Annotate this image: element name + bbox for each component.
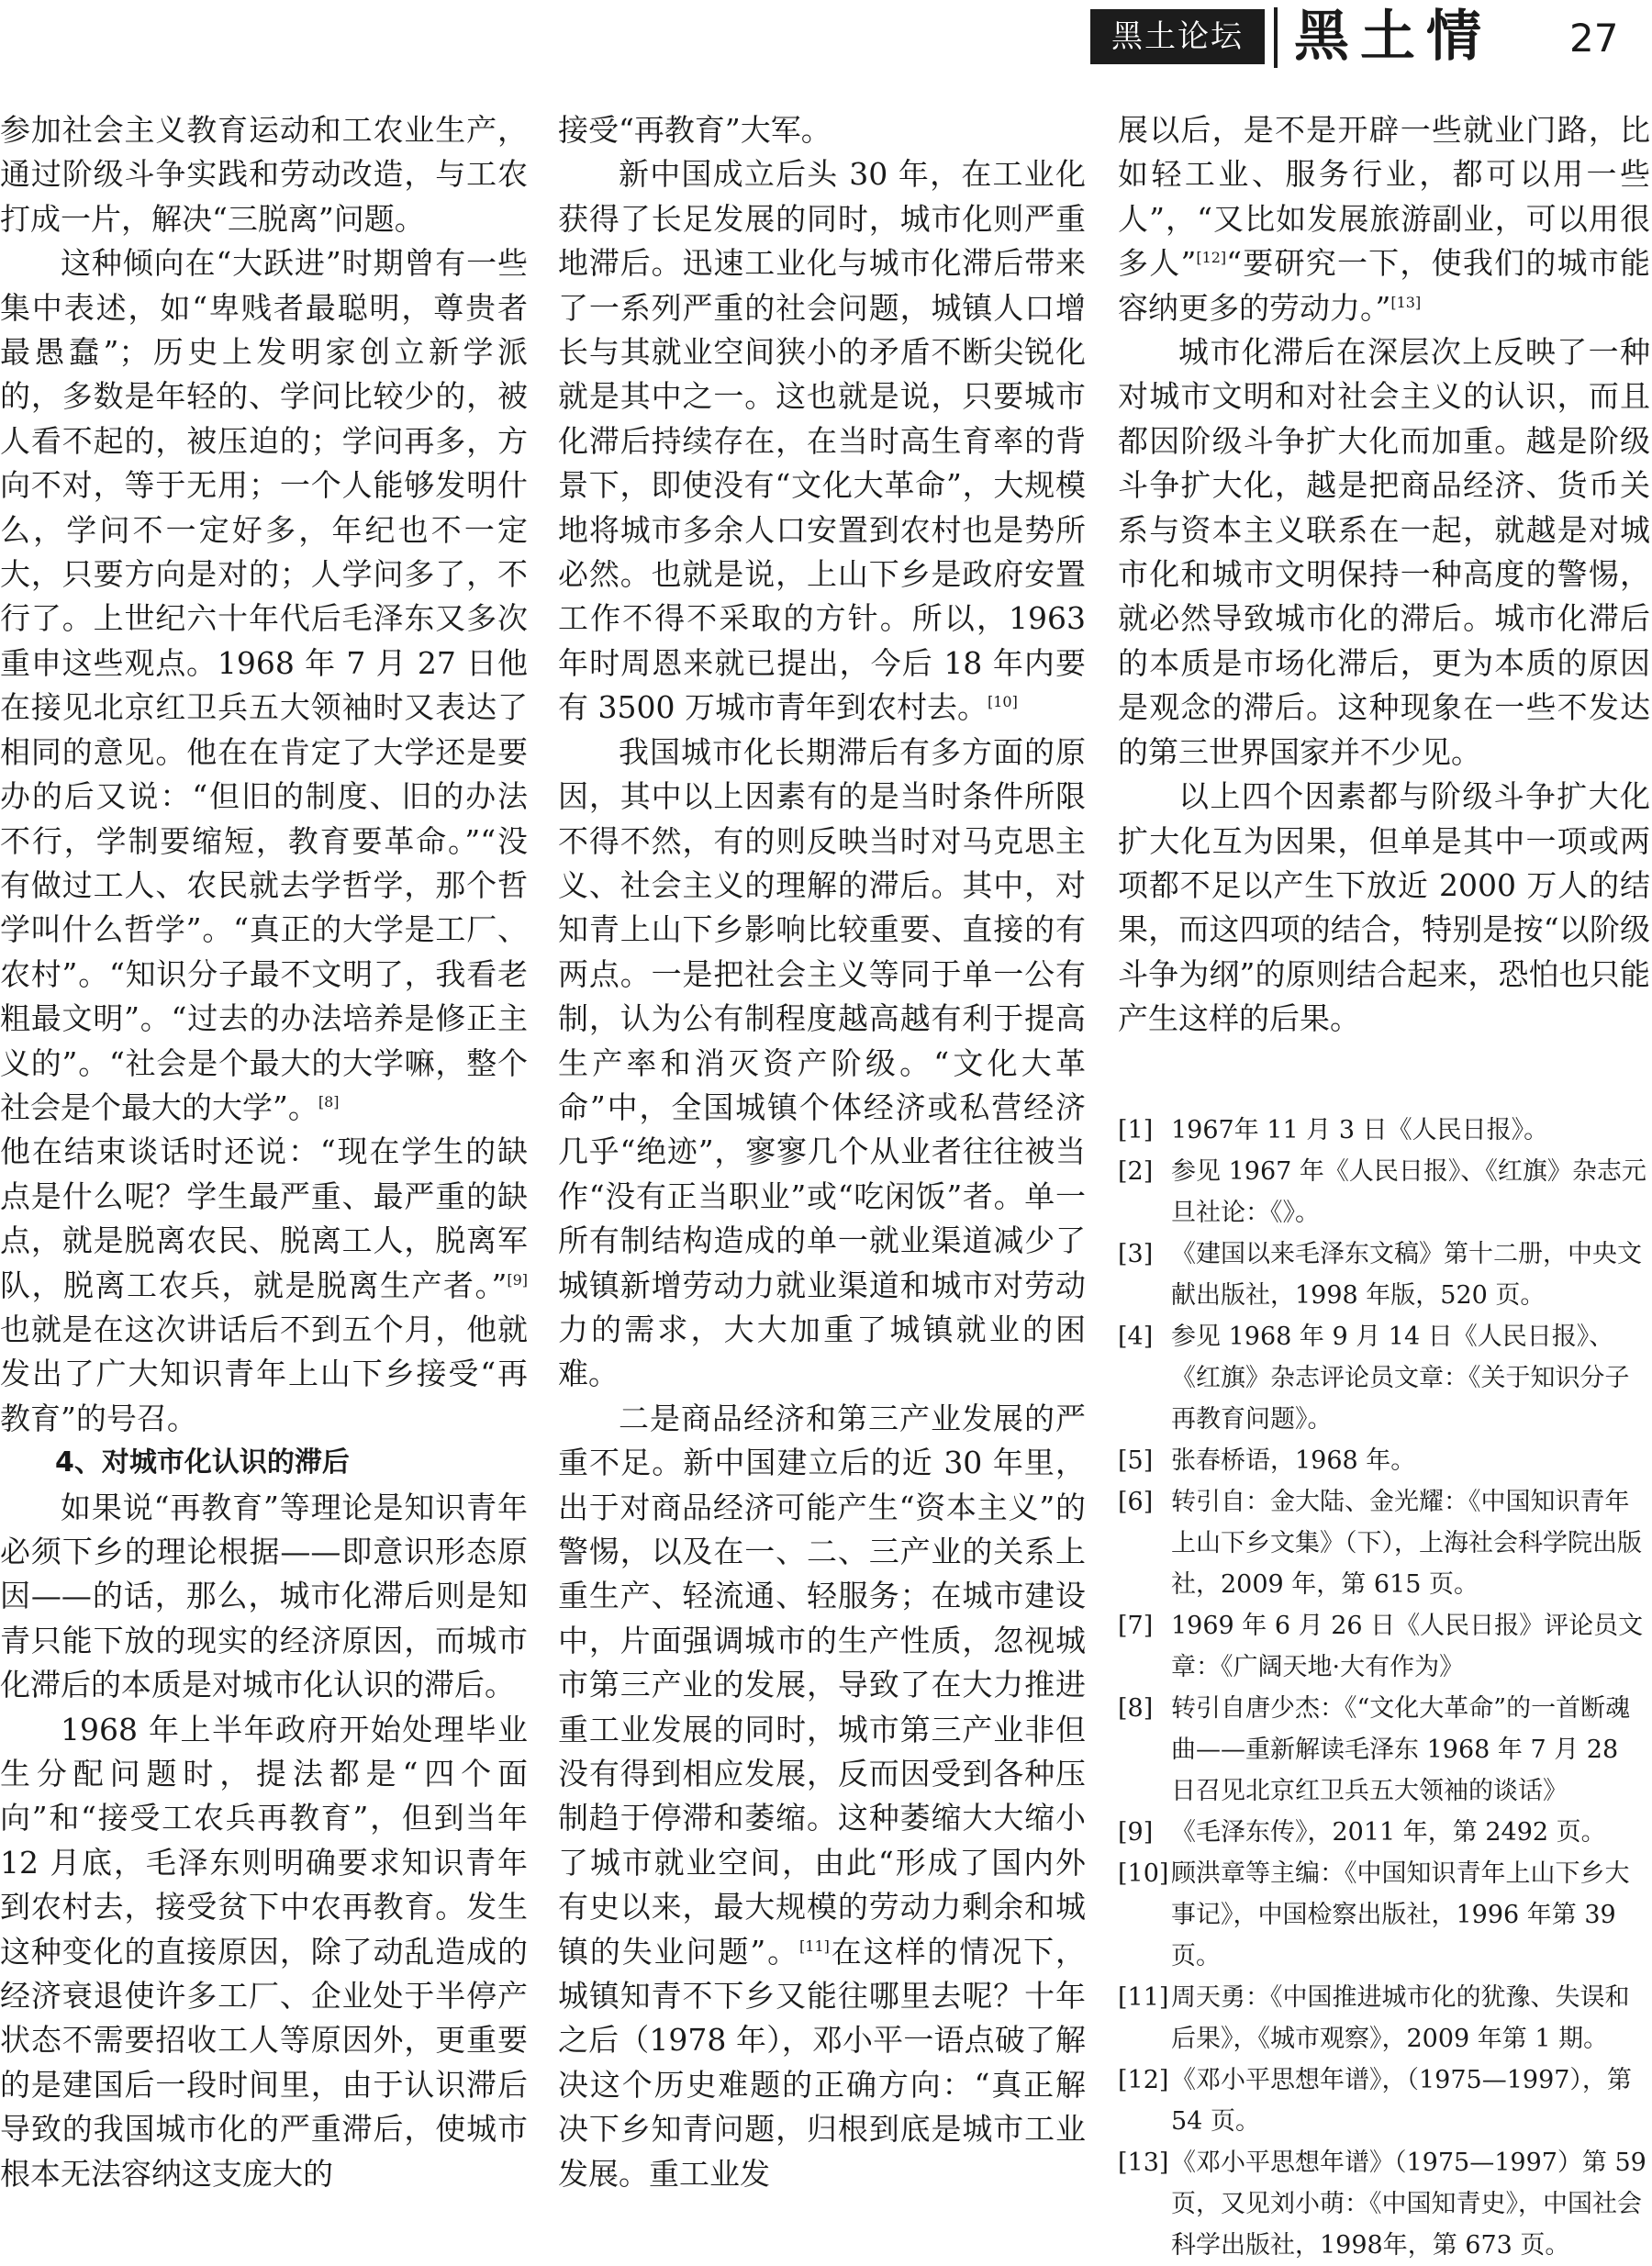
citation-mark: [8] — [318, 1092, 340, 1111]
reference-item: [1] 1967年 11 月 3 日《人民日报》。 — [1118, 1115, 1549, 1144]
section-heading: 4、对城市化认识的滞后 — [55, 1446, 350, 1479]
paragraph: 二是商品经济和第三产业发展的严重不足。新中国建立后的近 30 年里，出于对商品经济可能产生“资本主义”的警惕，以及在一、二、三产业的关系上重生产、轻流通、轻服务；在城市建设中，片面强调城市的生产性质，忽视城市第三产业的发展，导致了在大力推进重工业发展的同时，城市第三产业非但没有得到相应发展，反而因受到各种压制趋于停滞和萎缩。这种萎缩大大缩小了城市就业空间，由此“形成了国内外有史以来，最大规模的劳动力剩余和城镇的失业问题”。[11]在这样的情况下，城镇知青不下乡又能往哪里去呢？十年之后（1978 年），邓小平一语点破了解决这个历史难题的正确方向：“真正解决下乡知青问题，归根到底是城市工业发展。重工业发 — [558, 1400, 1086, 2192]
citation-mark: [9] — [507, 1270, 528, 1289]
reference-item: [5] 张春桥语，1968 年。 — [1118, 1446, 1416, 1475]
paragraph: 参加社会主义教育运动和工农业生产，通过阶级斗争实践和劳动改造，与工农打成一片，解决“三脱离”问题。 — [0, 112, 528, 237]
reference-item: [12] 《邓小平思想年谱》，（1975—1997），第 54 页。 — [1118, 2065, 1632, 2136]
page-header — [0, 0, 1652, 73]
paragraph: 1968 年上半年政府开始处理毕业生分配问题时，提法都是“四个面向”和“接受工农兵再教育”，但到当年 12 月底，毛泽东则明确要求知识青年到农村去，接受贫下中农再教育。发生这种变化的直接原因，除了动乱造成的经济衰退使许多工厂、企业处于半停产状态不需要招收工人等原因外，更重要的是建国后一段时间里，由于认识滞后导致的我国城市化的严重滞后，使城市根本无法容纳这支庞大的 — [0, 1711, 528, 2192]
reference-item: [3] 《建国以来毛泽东文稿》第十二册，中央文献出版社，1998 年版，520 页。 — [1118, 1239, 1642, 1310]
paragraph: 接受“再教育”大军。 — [558, 112, 832, 148]
reference-item: [10] 顾洪章等主编：《中国知识青年上山下乡大事记》，中国检察出版社，1996 年第 39 页。 — [1118, 1859, 1630, 1970]
reference-item: [13] 《邓小平思想年谱》（1975—1997）第 59 页，又见刘小萌：《中国知青史》，中国社会科学出版社，1998年，第 673 页。 — [1118, 2148, 1646, 2260]
paragraph: 他在结束谈话时还说：“现在学生的缺点是什么呢？学生最严重、最严重的缺点，就是脱离农民、脱离工人，脱离军队，脱离工农兵，就是脱离生产者。”[9]也就是在这次讲话后不到五个月，他就发出了广大知识青年上山下乡接受“再教育”的号召。 — [0, 1133, 528, 1436]
column-3 — [1118, 108, 1650, 2266]
column-2 — [558, 108, 1086, 2196]
references-list — [1118, 1110, 1650, 2266]
header-divider — [1274, 7, 1278, 68]
reference-item: [11] 周天勇：《中国推进城市化的犹豫、失误和后果》，《城市观察》，2009 年第 1 期。 — [1118, 1982, 1630, 2053]
reference-item: [4] 参见 1968 年 9 月 14 日《人民日报》、《红旗》杂志评论员文章：《关于知识分子再教育问题》。 — [1118, 1322, 1630, 1434]
page-number: 27 — [1569, 16, 1619, 61]
column-1 — [0, 108, 528, 2196]
paragraph: 以上四个因素都与阶级斗争扩大化扩大化互为因果，但单是其中一项或两项都不足以产生下放近 2000 万人的结果，而这四项的结合，特别是按“以阶级斗争为纲”的原则结合起来，恐怕也只能产生这样的后果。 — [1118, 778, 1650, 1037]
reference-item: [6] 转引自：金大陆、金光耀：《中国知识青年上山下乡文集》（下），上海社会科学院出版社，2009 年，第 615 页。 — [1118, 1487, 1642, 1599]
citation-mark: [13] — [1390, 293, 1422, 311]
magazine-brand: 黑土情 — [1294, 5, 1492, 69]
paragraph: 如果说“再教育”等理论是知识青年必须下乡的理论根据——即意识形态原因——的话，那么，城市化滞后则是知青只能下放的现实的经济原因，而城市化滞后的本质是对城市化认识的滞后。 — [0, 1489, 528, 1703]
section-label: 黑土论坛 — [1090, 9, 1265, 64]
paragraph: 我国城市化长期滞后有多方面的原因，其中以上因素有的是当时条件所限不得不然，有的则反映当时对马克思主义、社会主义的理解的滞后。其中，对知青上山下乡影响比较重要、直接的有两点。一是把社会主义等同于单一公有制，认为公有制程度越高越有利于提高生产率和消灭资产阶级。“文化大革命”中，全国城镇个体经济或私营经济几乎“绝迹”，寥寥几个从业者往往被当作“没有正当职业”或“吃闲饭”者。单一所有制结构造成的单一就业渠道减少了城镇新增劳动力就业渠道和城市对劳动力的需求，大大加重了城镇就业的困难。 — [558, 733, 1086, 1392]
reference-item: [8] 转引自唐少杰：《“文化大革命”的一首断魂曲——重新解读毛泽东 1968 年 7 月 28 日召见北京红卫兵五大领袖的谈话》 — [1118, 1693, 1631, 1805]
reference-item: [7] 1969 年 6 月 26 日《人民日报》评论员文章：《广阔天地·大有作为》 — [1118, 1611, 1644, 1681]
paragraph: 城市化滞后在深层次上反映了一种对城市文明和对社会主义的认识，而且都因阶级斗争扩大化而加重。越是阶级斗争扩大化，越是把商品经济、货币关系与资本主义联系在一起，就越是对城市化和城市文明保持一种高度的警惕，就必然导致城市化的滞后。城市化滞后的本质是市场化滞后，更为本质的原因是观念的滞后。这种现象在一些不发达的第三世界国家并不少见。 — [1118, 334, 1650, 770]
reference-item: [2] 参见 1967 年《人民日报》、《红旗》杂志元旦社论：《》。 — [1118, 1156, 1646, 1227]
citation-mark: [11] — [799, 1937, 830, 1955]
citation-mark: [10] — [987, 693, 1018, 711]
paragraph: 新中国成立后头 30 年，在工业化获得了长足发展的同时，城市化则严重地滞后。迅速工业化与城市化滞后带来了一系列严重的社会问题，城镇人口增长与其就业空间狭小的矛盾不断尖锐化就是其中之一。这也就是说，只要城市化滞后持续存在，在当时高生育率的背景下，即使没有“文化大革命”，大规模地将城市多余人口安置到农村也是势所必然。也就是说，上山下乡是政府安置工作不得不采取的方针。所以，1963 年时周恩来就已提出，今后 18 年内要有 3500 万城市青年到农村去。[10] — [558, 156, 1086, 726]
paragraph: 这种倾向在“大跃进”时期曾有一些集中表述，如“卑贱者最聪明，尊贵者最愚蠢”；历史上发明家创立新学派的，多数是年轻的、学问比较少的，被人看不起的，被压迫的；学问再多，方向不对，等于无用；一个人能够发明什么，学问不一定好多，年纪也不一定大，只要方向是对的；人学问多了，不行了。上世纪六十年代后毛泽东又多次重申这些观点。1968 年 7 月 27 日他在接见北京红卫兵五大领袖时又表达了相同的意见。他在在肯定了大学还是要办的后又说：“但旧的制度、旧的办法不行，学制要缩短，教育要革命。”“没有做过工人、农民就去学哲学，那个哲学叫什么哲学”。“真正的大学是工厂、农村”。“知识分子最不文明了，我看老粗最文明”。“过去的办法培养是修正主义的”。“社会是个最大的大学嘛，整个社会是个最大的大学”。[8] — [0, 245, 528, 1125]
paragraph: 展以后，是不是开辟一些就业门路，比如轻工业、服务行业，都可以用一些人”，“又比如发展旅游副业，可以用很多人”[12]“要研究一下，使我们的城市能容纳更多的劳动力。”[13] — [1118, 112, 1650, 326]
citation-mark: [12] — [1196, 249, 1227, 267]
reference-item: [9] 《毛泽东传》，2011 年，第 2492 页。 — [1118, 1817, 1606, 1847]
